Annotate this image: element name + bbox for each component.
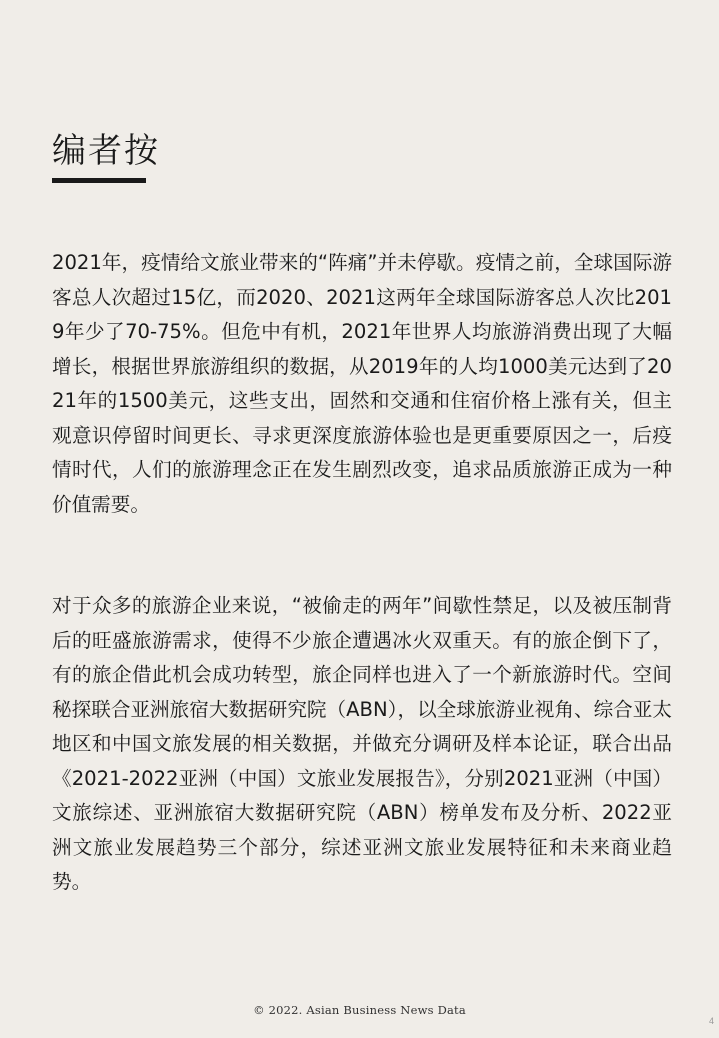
page-number: 4 xyxy=(708,1016,714,1026)
body-paragraph-2: 对于众多的旅游企业来说，“被偷走的两年”间歇性禁足，以及被压制背后的旺盛旅游需求，使得不少旅企遭遇冰火双重天。有的旅企倒下了，有的旅企借此机会成功转型，旅企同样也进入了一个新旅游时代。空间秘探联合亚洲旅宿大数据研究院（ABN），以全球旅游业视角、综合亚太地区和中国文旅发展的相关数据，并做充分调研及样本论证，联合出品《2021-2022亚洲（中国）文旅业发展报告》，分别2021亚洲（中国）文旅综述、亚洲旅宿大数据研究院（ABN）榜单发布及分析、2022亚洲文旅业发展趋势三个部分，综述亚洲文旅业发展特征和未来商业趋势。 xyxy=(52,594,672,893)
body-paragraph-1: 2021年，疫情给文旅业带来的“阵痛”并未停歇。疫情之前，全球国际游客总人次超过15亿，而2020、2021这两年全球国际游客总人次比2019年少了70-75%。但危中有机，2021年世界人均旅游消费出现了大幅增长，根据世界旅游组织的数据，从2019年的人均1000美元达到了2021年的1500美元，这些支出，固然和交通和住宿价格上涨有关，但主观意识停留时间更长、寻求更深度旅游体验也是更重要原因之一，后疫情时代，人们的旅游理念正在发生剧烈改变，追求品质旅游正成为一种价值需要。 xyxy=(52,251,672,516)
page-title: 编者按 xyxy=(52,131,160,171)
title-underline xyxy=(52,178,146,183)
copyright-footer: © 2022. Asian Business News Data xyxy=(253,1003,466,1017)
